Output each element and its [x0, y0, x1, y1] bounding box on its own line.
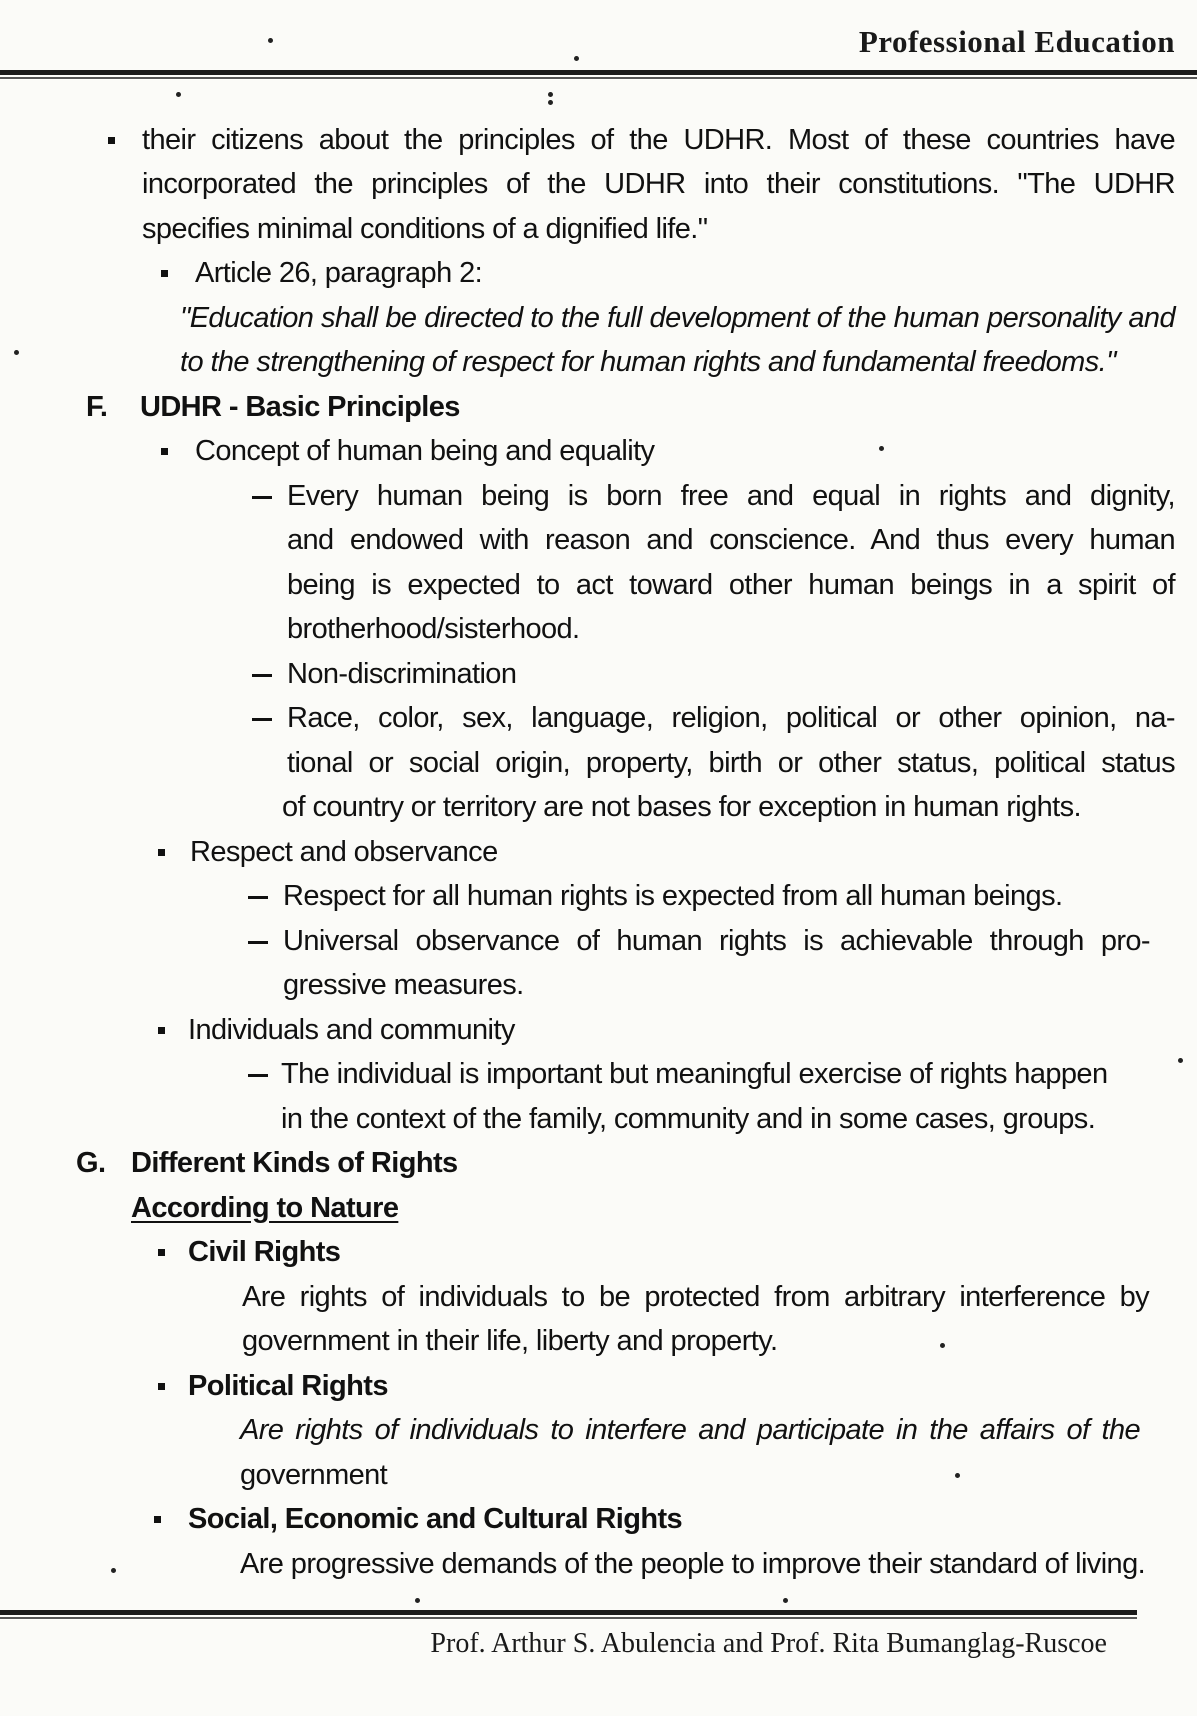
bullet-square	[158, 1027, 165, 1034]
scan-speck	[1178, 1058, 1183, 1063]
article-quote-line: "Education shall be directed to the full development of the human personality and	[180, 301, 1175, 334]
section-title: UDHR - Basic Principles	[140, 390, 460, 423]
section-f	[0, 385, 1197, 1142]
section-g	[0, 1141, 1197, 1586]
bullet-square	[154, 1516, 161, 1523]
scan-speck	[783, 1598, 788, 1603]
section-letter: F.	[86, 390, 108, 423]
intro-line: specifies minimal conditions of a dignified life."	[142, 212, 708, 245]
principle-heading: Individuals and community	[188, 1013, 515, 1046]
header-rule-thin	[0, 77, 1197, 79]
principle-heading: Concept of human being and equality	[195, 435, 655, 467]
dash-marker	[252, 496, 272, 499]
scan-speck	[176, 92, 181, 97]
footer-rule	[0, 1610, 1137, 1615]
right-description: government	[240, 1458, 388, 1491]
header-rule	[0, 70, 1197, 75]
page-body	[0, 118, 1197, 1586]
intro-paragraph	[0, 118, 1197, 251]
dash-marker	[252, 674, 272, 677]
principle-text: Race, color, sex, language, religion, political or other opinion, na-	[287, 702, 1175, 734]
article-title: Article 26, paragraph 2:	[195, 257, 483, 289]
intro-line: incorporated the principles of the UDHR into their constitutions. "The UDHR	[142, 168, 1175, 200]
principle-text: Universal observance of human rights is achievable through pro-	[283, 924, 1150, 957]
scan-speck	[111, 1568, 116, 1573]
bullet-square	[158, 849, 165, 856]
dash-marker	[252, 718, 272, 721]
principle-text: tional or social origin, property, birth or other status, political status	[287, 746, 1175, 779]
scan-speck	[548, 100, 553, 105]
footer-authors: Prof. Arthur S. Abulencia and Prof. Rita Bumanglag-Ruscoe	[430, 1628, 1107, 1659]
scan-speck	[955, 1473, 960, 1478]
principle-text: Every human being is born free and equal in rights and dignity,	[287, 479, 1175, 512]
scan-speck	[415, 1598, 420, 1603]
bullet-square	[158, 1249, 165, 1256]
scan-speck	[548, 92, 553, 97]
scan-speck	[268, 38, 273, 43]
article-quote-line: to the strengthening of respect for human rights and fundamental freedoms."	[180, 346, 1116, 378]
page-header-title: Professional Education	[858, 24, 1175, 59]
dash-marker	[248, 941, 268, 944]
bullet-dot	[108, 137, 115, 144]
right-description: Are rights of individuals to interfere and participate in the affairs of the	[240, 1414, 1140, 1446]
principle-text: being is expected to act toward other human beings in a spirit of	[287, 568, 1175, 601]
dash-marker	[248, 1074, 268, 1077]
right-description: government in their life, liberty and property.	[242, 1325, 778, 1357]
scan-speck	[14, 350, 19, 355]
right-name: Civil Rights	[188, 1236, 341, 1268]
principle-text: and endowed with reason and conscience. And thus every human	[287, 524, 1175, 556]
right-name: Social, Economic and Cultural Rights	[188, 1503, 683, 1535]
section-title: Different Kinds of Rights	[131, 1147, 458, 1179]
scan-speck	[879, 446, 884, 451]
section-letter: G.	[76, 1147, 106, 1179]
principle-text: Respect for all human rights is expected from all human beings.	[283, 880, 1063, 912]
bullet-square	[161, 270, 168, 277]
bullet-square	[161, 448, 168, 455]
right-name: Political Rights	[188, 1369, 388, 1402]
principle-text: of country or territory are not bases for exception in human rights.	[282, 791, 1081, 823]
principle-text: Non-discrimination	[287, 657, 517, 690]
bullet-square	[158, 1383, 165, 1390]
principle-text: in the context of the family, community and in some cases, groups.	[281, 1102, 1096, 1135]
principle-text: gressive measures.	[283, 969, 524, 1001]
scan-speck	[940, 1343, 945, 1348]
dash-marker	[248, 896, 268, 899]
footer-rule-thin	[0, 1617, 1137, 1619]
scan-speck	[574, 56, 579, 61]
intro-line: their citizens about the principles of the UDHR. Most of these countries have	[142, 124, 1175, 156]
subheading: According to Nature	[131, 1191, 399, 1224]
article-26	[0, 251, 1197, 385]
principle-text: brotherhood/sisterhood.	[287, 613, 580, 645]
principle-heading: Respect and observance	[190, 835, 498, 868]
right-description: Are rights of individuals to be protected from arbitrary interference by	[242, 1280, 1149, 1313]
right-description: Are progressive demands of the people to improve their standard of living.	[240, 1547, 1146, 1580]
principle-text: The individual is important but meaningful exercise of rights happen	[281, 1058, 1108, 1090]
